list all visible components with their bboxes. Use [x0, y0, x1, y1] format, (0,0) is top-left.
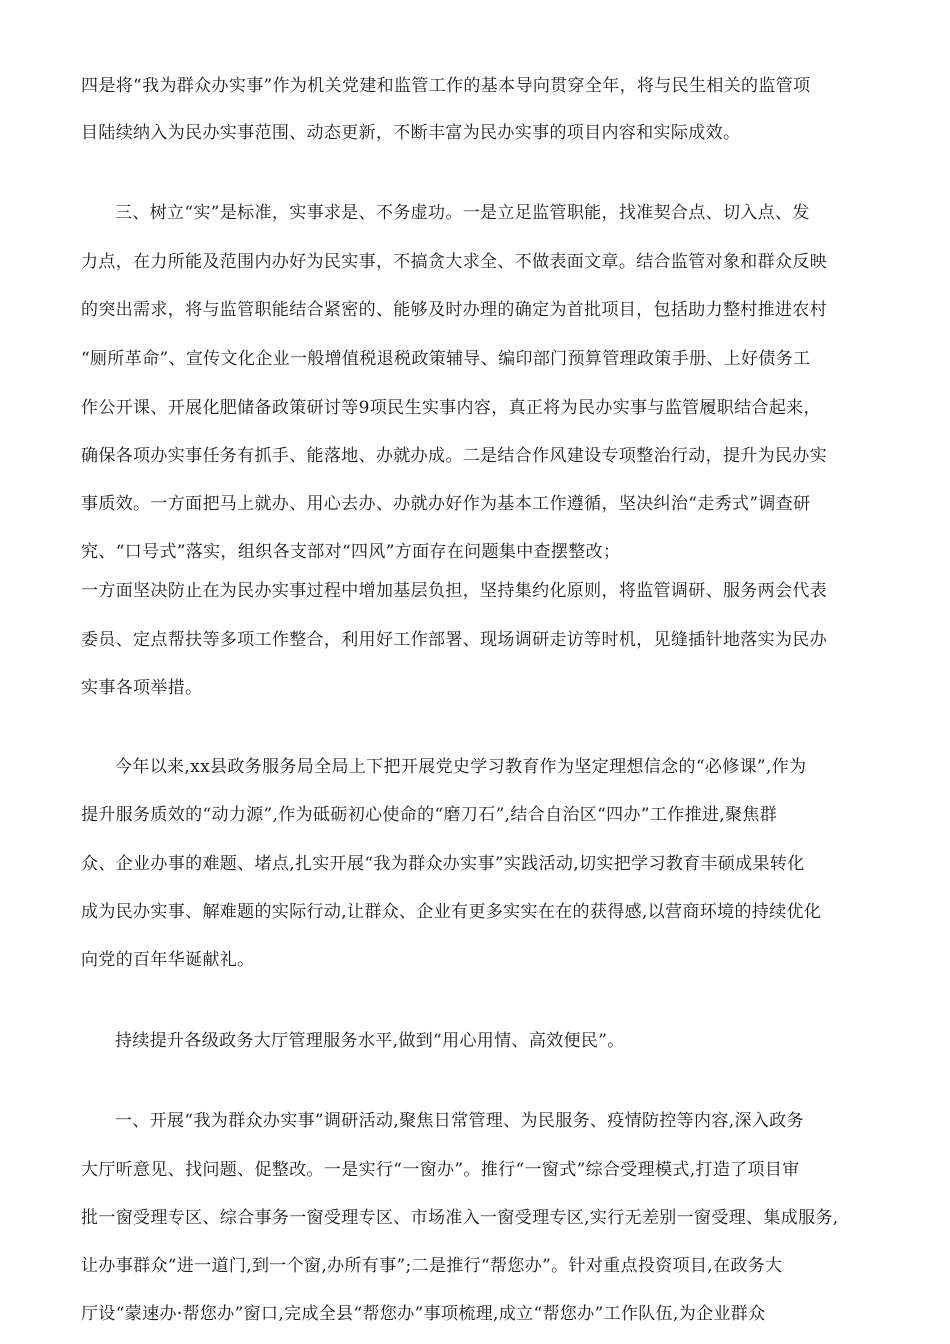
text-line: 力点，在力所能及范围内办好为民实事，不搞贪大求全、不做表面文章。结合监管对象和群众反映 — [81, 252, 828, 272]
text-line: 究、“口号式”落实，组织各支部对“四风”方面存在问题集中查摆整改； — [81, 542, 621, 562]
text-line: 让办事群众“进一道门,到一个窗,办所有事”;二是推行“帮您办”。针对重点投资项目,在政务大 — [81, 1256, 783, 1276]
text-line: 大厅听意见、找问题、促整改。一是实行“一窗办”。推行“一窗式”综合受理模式,打造了项目审 — [81, 1160, 800, 1180]
text-line: 事质效。一方面把马上就办、用心去办、办就办好作为基本工作遵循，坚决纠治“走秀式”调查研 — [81, 494, 811, 514]
text-line: 一、开展“我为群众办实事”调研活动,聚焦日常管理、为民服务、疫情防控等内容,深入政务 — [115, 1111, 804, 1131]
text-line: 向党的百年华诞献礼。 — [81, 950, 255, 970]
text-line: 的突出需求，将与监管职能结合紧密的、能够及时办理的确定为首批项目，包括助力整村推进农村 — [81, 300, 828, 320]
text-line: 提升服务质效的“动力源”,作为砥砺初心使命的“磨刀石”,结合自治区“四办”工作推进,聚焦群 — [81, 805, 778, 825]
text-line: 三、树立“实”是标准，实事求是、不务虚功。一是立足监管职能，找准契合点、切入点、发 — [115, 203, 810, 223]
text-line: 批一窗受理专区、综合事务一窗受理专区、市场准入一窗受理专区,实行无差别一窗受理、集成服务, — [81, 1208, 839, 1228]
text-line: 众、企业办事的难题、堵点,扎实开展“我为群众办实事”实践活动,切实把学习教育丰硕成果转化 — [81, 854, 805, 874]
text-line: 四是将“我为群众办实事”作为机关党建和监管工作的基本导向贯穿全年，将与民生相关的监管项 — [81, 76, 811, 96]
text-line: 目陆续纳入为民办实事范围、动态更新，不断丰富为民办实事的项目内容和实际成效。 — [81, 123, 741, 143]
text-line: 一方面坚决防止在为民办实事过程中增加基层负担，坚持集约化原则，将监管调研、服务两会代表 — [81, 581, 828, 601]
text-line: 今年以来,xx县政务服务局全局上下把开展党史学习教育作为坚定理想信念的“必修课”,作为 — [115, 757, 807, 777]
text-line: 持续提升各级政务大厅管理服务水平,做到“用心用情、高效便民”。 — [115, 1031, 625, 1051]
text-line: 实事各项举措。 — [81, 678, 203, 698]
text-line: 作公开课、开展化肥储备政策研讨等9项民生实事内容，真正将为民办实事与监管履职结合起来， — [81, 398, 821, 418]
text-line: 厅设“蒙速办·帮您办”窗口,完成全县“帮您办”事项梳理,成立“帮您办”工作队伍,为企业群众 — [81, 1304, 766, 1324]
text-line: 成为民办实事、解难题的实际行动,让群众、企业有更多实实在在的获得感,以营商环境的持续优化 — [81, 902, 822, 922]
text-line: “厕所革命”、宣传文化企业一般增值税退税政策辅导、编印部门预算管理政策手册、上好债务工 — [81, 349, 811, 369]
text-line: 确保各项办实事任务有抓手、能落地、办就办成。二是结合作风建设专项整治行动，提升为民办实 — [81, 446, 828, 466]
text-line: 委员、定点帮扶等多项工作整合，利用好工作部署、现场调研走访等时机，见缝插针地落实为民办 — [81, 630, 828, 650]
